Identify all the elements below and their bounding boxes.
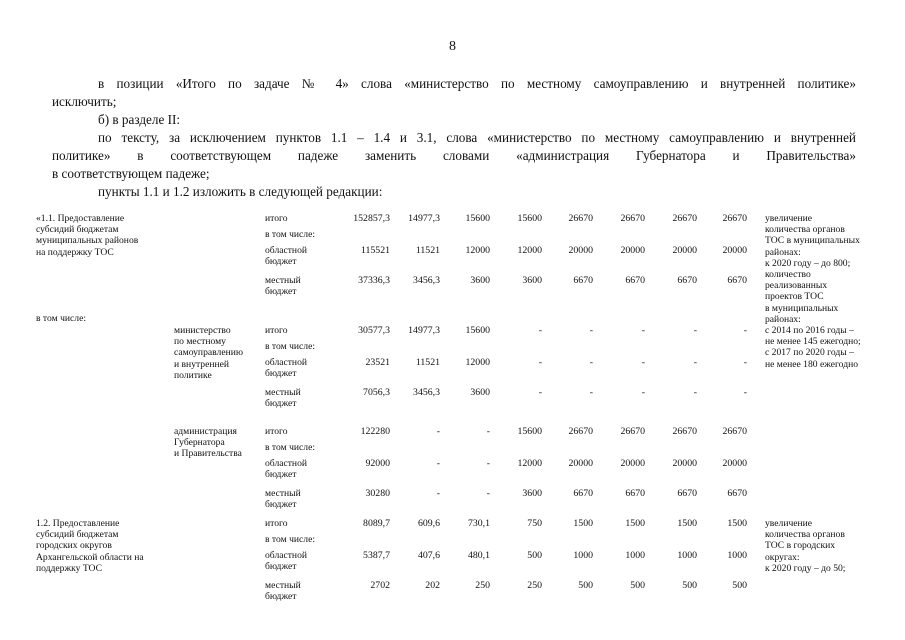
item-1-2-value-cell: 250 — [527, 580, 542, 591]
item-1-2-value-cell: 750 — [527, 518, 542, 529]
administration-value-cell: 20000 — [672, 458, 697, 469]
ministry-row-label: местный бюджет — [265, 387, 301, 410]
ministry-value-cell: - — [589, 357, 593, 368]
item-1-2-value-cell: 1500 — [677, 518, 697, 529]
ministry-value-cell: - — [743, 357, 747, 368]
item-1-2-value-cell: 500 — [527, 550, 542, 561]
administration-value-cell: 12000 — [517, 458, 542, 469]
ministry-row-label: областной бюджет — [265, 357, 308, 380]
administration-value-cell: 15600 — [517, 426, 542, 437]
page-number: 8 — [449, 39, 456, 54]
administration-row-label: в том числе: — [265, 442, 316, 453]
item-1-2-row-label: областной бюджет — [265, 550, 308, 573]
item-1-1-total-value-cell: 26670 — [620, 213, 645, 224]
ministry-value-cell: 15600 — [465, 325, 490, 336]
item-1-2-value-cell: 500 — [630, 580, 645, 591]
item-1-1-total-value-cell: 6670 — [573, 275, 593, 286]
item-1-2-value-cell: 1000 — [727, 550, 747, 561]
item-1-1-total-value-cell: 20000 — [672, 245, 697, 256]
ministry-value-cell: 11521 — [415, 357, 440, 368]
administration-value-cell: 6670 — [727, 488, 747, 499]
ministry-value-cell: - — [589, 387, 593, 398]
ministry-value-cell: - — [538, 357, 542, 368]
ministry-value-cell: 3600 — [470, 387, 490, 398]
administration-value-cell: 30280 — [365, 488, 390, 499]
item-1-1-total-value-cell: 20000 — [620, 245, 645, 256]
item-1-1-result: увеличение количества органов ТОС в муниципальных районах: к 2020 году – до 800; количество реализованных проектов ТОС в муниципальных районах: с 2014 по 2016 годы – не менее 145 ежегодно; с 2017 по 2020 годы – не менее 180 ежегодно — [765, 213, 861, 370]
ministry-value-cell: 7056,3 — [363, 387, 390, 398]
administration-value-cell: 26670 — [568, 426, 593, 437]
administration-value-cell: 92000 — [365, 458, 390, 469]
ministry-value-cell: - — [641, 387, 645, 398]
item-1-2-value-cell: 500 — [732, 580, 747, 591]
paragraph-1-line-2: исключить; — [52, 94, 117, 109]
paragraph-2: б) в разделе II: — [98, 112, 181, 127]
item-1-2-value-cell: 1500 — [625, 518, 645, 529]
paragraph-3-line-2: политике» в соответствующем падеже заменить словами «администрация Губернатора и Правительства» — [52, 148, 856, 163]
item-1-2-value-cell: 500 — [682, 580, 697, 591]
administration-value-cell: 26670 — [672, 426, 697, 437]
item-1-2-row-label: в том числе: — [265, 534, 316, 545]
item-1-2-value-cell: 1500 — [727, 518, 747, 529]
item-1-1-total-value-cell: 3600 — [470, 275, 490, 286]
ministry-value-cell: - — [538, 325, 542, 336]
item-1-2-value-cell: 8089,7 — [363, 518, 390, 529]
ministry-value-cell: - — [693, 387, 697, 398]
item-1-2-value-cell: 2702 — [370, 580, 390, 591]
administration-value-cell: 6670 — [677, 488, 697, 499]
item-1-1-total-value-cell: 3456,3 — [413, 275, 440, 286]
ministry-value-cell: - — [693, 357, 697, 368]
item-1-1-total-value-cell: 26670 — [672, 213, 697, 224]
administration-value-cell: 26670 — [722, 426, 747, 437]
administration-value-cell: - — [436, 458, 440, 469]
ministry-value-cell: - — [693, 325, 697, 336]
administration-value-cell: 3600 — [522, 488, 542, 499]
administration-value-cell: 26670 — [620, 426, 645, 437]
item-1-1-total-value-cell: 37336,3 — [358, 275, 390, 286]
ministry-row-label: в том числе: — [265, 341, 316, 352]
item-1-2-title: 1.2. Предоставление субсидий бюджетам городских округов Архангельской области на поддержку ТОС — [36, 518, 144, 574]
item-1-2-result: увеличение количества органов ТОС в городских округах: к 2020 году – до 50; — [765, 518, 846, 574]
item-1-1-total-value-cell: 15600 — [517, 213, 542, 224]
administration-row-label: местный бюджет — [265, 488, 301, 511]
item-1-1-total-value-cell: 6670 — [727, 275, 747, 286]
item-1-2-value-cell: 1000 — [677, 550, 697, 561]
administration-row-label: итого — [265, 426, 288, 437]
paragraph-3-line-1: по тексту, за исключением пунктов 1.1 – 1.4 и 3.1, слова «министерство по местному самоуправлению и внутренней — [98, 130, 856, 145]
item-1-1-total-value-cell: 3600 — [522, 275, 542, 286]
item-1-1-total-value-cell: 115521 — [360, 245, 390, 256]
ministry-value-cell: 30577,3 — [358, 325, 390, 336]
item-1-1-total-value-cell: 11521 — [415, 245, 440, 256]
item-1-1-total-value-cell: 6670 — [625, 275, 645, 286]
ministry-value-cell: - — [641, 325, 645, 336]
item-1-2-value-cell: 202 — [425, 580, 440, 591]
item-1-2-value-cell: 407,6 — [417, 550, 440, 561]
item-1-1-total-value-cell: 14977,3 — [408, 213, 440, 224]
ministry-row-label: итого — [265, 325, 288, 336]
administration-value-cell: 20000 — [620, 458, 645, 469]
ministry-value-cell: 12000 — [465, 357, 490, 368]
executor-administration-name: администрация Губернатора и Правительства — [174, 426, 242, 460]
ministry-value-cell: - — [538, 387, 542, 398]
item-1-1-total-value-cell: 20000 — [568, 245, 593, 256]
item-1-2-value-cell: 730,1 — [467, 518, 490, 529]
ministry-value-cell: 14977,3 — [408, 325, 440, 336]
item-1-2-value-cell: 609,6 — [417, 518, 440, 529]
item-1-1-total-row-label: областной бюджет — [265, 245, 308, 268]
ministry-value-cell: - — [743, 325, 747, 336]
executor-ministry-name: министерство по местному самоуправлению и внутренней политике — [174, 325, 244, 381]
administration-value-cell: 122280 — [360, 426, 390, 437]
item-1-1-total-value-cell: 15600 — [465, 213, 490, 224]
ministry-value-cell: 3456,3 — [413, 387, 440, 398]
administration-value-cell: 6670 — [625, 488, 645, 499]
item-1-1-including-label: в том числе: — [36, 313, 87, 324]
item-1-1-total-value-cell: 26670 — [568, 213, 593, 224]
item-1-1-title: «1.1. Предоставление субсидий бюджетам муниципальных районов на поддержку ТОС — [36, 213, 139, 258]
administration-value-cell: - — [486, 458, 490, 469]
item-1-1-total-value-cell: 152857,3 — [353, 213, 390, 224]
item-1-1-total-value-cell: 12000 — [517, 245, 542, 256]
item-1-2-value-cell: 5387,7 — [363, 550, 390, 561]
item-1-2-value-cell: 1500 — [573, 518, 593, 529]
item-1-2-value-cell: 1000 — [573, 550, 593, 561]
ministry-value-cell: - — [743, 387, 747, 398]
item-1-1-total-value-cell: 6670 — [677, 275, 697, 286]
administration-value-cell: 20000 — [568, 458, 593, 469]
item-1-2-value-cell: 1000 — [625, 550, 645, 561]
administration-value-cell: - — [486, 426, 490, 437]
paragraph-3-line-3: в соответствующем падеже; — [52, 166, 210, 181]
administration-value-cell: - — [436, 426, 440, 437]
item-1-2-value-cell: 480,1 — [467, 550, 490, 561]
administration-value-cell: 20000 — [722, 458, 747, 469]
ministry-value-cell: - — [589, 325, 593, 336]
paragraph-4: пункты 1.1 и 1.2 изложить в следующей редакции: — [98, 184, 383, 199]
item-1-2-value-cell: 500 — [578, 580, 593, 591]
item-1-2-row-label: местный бюджет — [265, 580, 301, 603]
item-1-2-value-cell: 250 — [475, 580, 490, 591]
administration-row-label: областной бюджет — [265, 458, 308, 481]
item-1-1-total-row-label: итого — [265, 213, 288, 224]
item-1-1-total-row-label: местный бюджет — [265, 275, 301, 298]
administration-value-cell: - — [436, 488, 440, 499]
administration-value-cell: 6670 — [573, 488, 593, 499]
paragraph-1-line-1: в позиции «Итого по задаче № 4» слова «министерство по местному самоуправлению и внутренней политике» — [98, 76, 856, 91]
ministry-value-cell: - — [641, 357, 645, 368]
item-1-1-total-row-label: в том числе: — [265, 229, 316, 240]
item-1-1-total-value-cell: 12000 — [465, 245, 490, 256]
item-1-1-total-value-cell: 20000 — [722, 245, 747, 256]
item-1-1-total-value-cell: 26670 — [722, 213, 747, 224]
administration-value-cell: - — [486, 488, 490, 499]
ministry-value-cell: 23521 — [365, 357, 390, 368]
item-1-2-row-label: итого — [265, 518, 288, 529]
